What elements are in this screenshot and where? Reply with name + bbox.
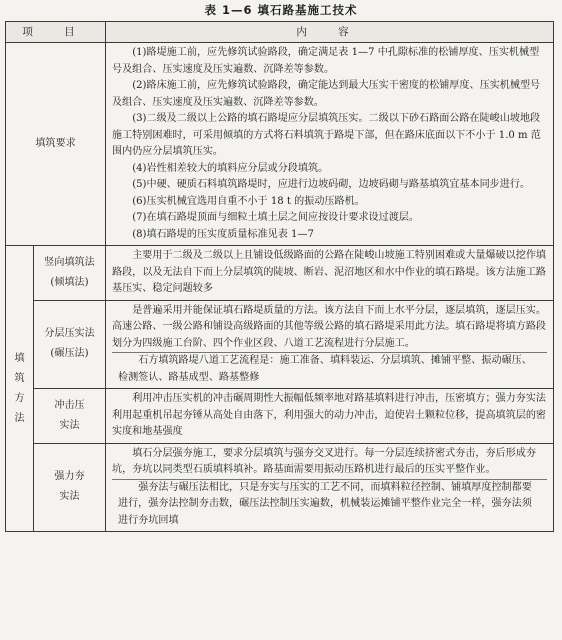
method-label-line: 冲击压	[54, 399, 85, 411]
method-label-line: 强力夯	[54, 471, 85, 483]
method-row-impact	[6, 389, 554, 444]
method-paragraph: 是普遍采用并能保证填石路堤质量的方法。该方法自下而上水平分层，逐层填筑，逐层压实。高速公路、一级公路和铺设高级路面的其他等级公路的填石路堤采用此方法。填石路堤将填方路段划分为四级施工台阶、四个作业区段、八道工艺流程进行分层施工。	[112, 304, 547, 349]
table-title: 表 1—6 填石路基施工技术	[204, 3, 358, 17]
requirement-item: (1)路堤施工前，应先修筑试验路段，确定满足表 1—7 中孔隙标准的松铺厚度、压实机械型号及组合、压实速度及压实遍数、沉降差等参数。	[112, 47, 540, 75]
method-content	[106, 300, 554, 389]
method-label-line: 实法	[59, 491, 80, 503]
group-char: 方	[14, 392, 25, 404]
method-label-line: 竖向填筑法	[44, 256, 95, 268]
requirement-item: (4)岩性相差较大的填料应分层或分段填筑。	[132, 162, 329, 174]
construction-table	[5, 21, 554, 532]
method-label-line: (倾填法)	[50, 276, 89, 288]
requirement-item: (6)压实机械宜选用自重不小于 18 t 的振动压路机。	[132, 195, 365, 207]
method-label	[34, 389, 106, 444]
method-content	[106, 389, 554, 444]
method-label-line: 分层压实法	[44, 328, 95, 340]
fill-requirements-content	[106, 43, 554, 246]
requirement-item: (7)在填石路堤顶面与细粒土填土层之间应按设计要求设过渡层。	[132, 212, 420, 223]
method-paragraph: 强夯法与碾压法相比，只是夯实与压实的工艺不同，而填料粒径控制、铺填厚度控制都要进行，强夯法控制夯击数，碾压法控制压实遍数，机械装运摊铺平整作业完全一样，强夯法须进行夯坑回填	[112, 479, 547, 530]
group-char: 法	[14, 412, 25, 424]
method-paragraph: 填石分层强夯施工，要求分层填筑与强夯交叉进行。每一分层连续挤密式夯击，夯后形成夯坑，夯坑以同类型石质填料填补。路基面需要用振动压路机进行最后的压实平整作业。	[112, 447, 536, 475]
method-paragraph: 石方填筑路堤八道工艺流程是：施工准备、填料装运、分层填筑、摊铺平整、振动碾压、检测签认、路基成型、路基整修	[112, 352, 547, 386]
fill-requirements-row	[6, 43, 554, 246]
method-label-line: (碾压法)	[50, 348, 89, 360]
requirement-item: (3)二级及二级以上公路的填石路堤应分层填筑压实。二级以下砂石路面公路在陡峻山坡地段施工特别困难时，可采用倾填的方式将石料填筑于路堤下部，但在路床底面以下不小于 1.0 m 范围内仍应分层填筑压实。	[112, 113, 541, 157]
header-content: 内 容	[106, 22, 554, 43]
method-paragraph: 主要用于二级及二级以上且铺设低级路面的公路在陡峻山坡施工特别困难或大量爆破以挖作填路段，以及无法自下而上分层填筑的陡坡、断岩、泥沼地区和水中作业的填石路堤。该方法施工路基压实、稳定问题较多	[112, 250, 547, 294]
method-row-dynamic	[6, 443, 554, 532]
requirement-item: (8)填石路堤的压实度质量标准见表 1—7	[132, 228, 314, 240]
method-row-vertical	[6, 246, 554, 301]
method-paragraph: 利用冲击压实机的冲击碾周期性大振幅低频率地对路基填料进行冲击，压密填方；强力夯实法利用起重机吊起夯锤从高处自由落下，利用强大的动力冲击，迫使岩土颗粒位移，提高填筑层的密实度和地基强度	[112, 393, 547, 437]
method-label	[34, 246, 106, 301]
header-item: 项 目	[6, 22, 106, 43]
requirement-item: (2)路床施工前，应先修筑试验路段，确定能达到最大压实干密度的松铺厚度、压实机械型号及组合、压实速度及压实遍数、沉降差等参数。	[112, 80, 541, 108]
group-char: 填	[14, 352, 25, 364]
requirement-item: (5)中硬、硬质石料填筑路堤时，应进行边坡码砌，边坡码砌与路基填筑宜基本同步进行。	[132, 179, 531, 190]
fill-requirements-label: 填筑要求	[6, 43, 106, 246]
method-label	[34, 443, 106, 532]
method-content	[106, 443, 554, 532]
method-row-layered	[6, 300, 554, 389]
group-char: 筑	[14, 372, 25, 384]
method-label	[34, 300, 106, 389]
fill-method-group-label	[6, 246, 34, 532]
method-label-line: 实法	[59, 419, 80, 431]
method-content	[106, 246, 554, 301]
header-row	[6, 22, 554, 43]
